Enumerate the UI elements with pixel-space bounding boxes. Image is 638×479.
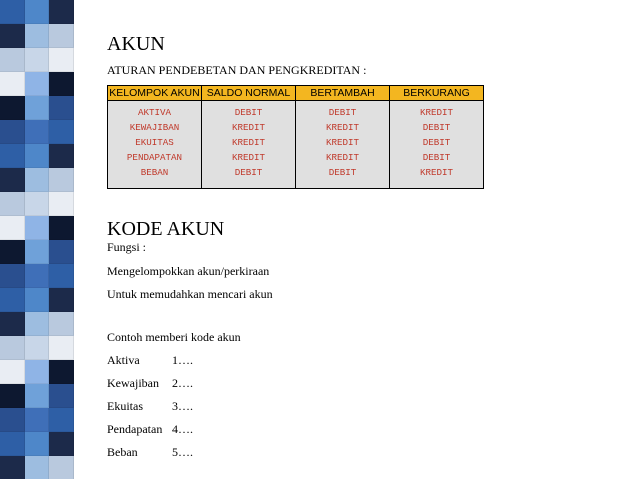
- mosaic-tile: [49, 96, 74, 120]
- code-value: 1….: [172, 353, 193, 367]
- column-saldo-normal: [202, 101, 296, 189]
- header-bertambah: BERTAMBAH: [296, 86, 390, 101]
- code-label: Beban: [107, 445, 138, 459]
- table-cell: EKUITAS: [135, 137, 174, 148]
- mosaic-tile: [25, 168, 50, 192]
- mosaic-tile: [25, 384, 50, 408]
- mosaic-tile: [25, 240, 50, 264]
- fungsi-item: Untuk memudahkan mencari akun: [107, 287, 273, 301]
- mosaic-tile: [49, 408, 74, 432]
- mosaic-tile: [25, 72, 50, 96]
- header-berkurang: BERKURANG: [390, 86, 484, 101]
- table-cell: KREDIT: [325, 137, 360, 148]
- mosaic-tile: [25, 432, 50, 456]
- code-label: Aktiva: [107, 353, 140, 367]
- code-value: 2….: [172, 376, 193, 390]
- mosaic-tile: [49, 288, 74, 312]
- mosaic-tile: [25, 312, 50, 336]
- mosaic-tile: [0, 24, 25, 48]
- mosaic-tile: [25, 336, 50, 360]
- code-row-beban: [107, 445, 193, 460]
- table-cell: AKTIVA: [137, 107, 172, 118]
- table-cell: DEBIT: [328, 167, 357, 178]
- table-cell: KREDIT: [325, 122, 360, 133]
- code-row-aktiva: [107, 353, 193, 368]
- code-value: 3….: [172, 399, 193, 413]
- mosaic-tile: [0, 192, 25, 216]
- mosaic-tile: [49, 336, 74, 360]
- mosaic-tile: [49, 384, 74, 408]
- code-row-kewajiban: [107, 376, 193, 391]
- table-cell: DEBIT: [328, 107, 357, 118]
- code-value: 4….: [172, 422, 193, 436]
- mosaic-tile: [0, 72, 25, 96]
- table-cell: DEBIT: [234, 107, 263, 118]
- table-body-row: [108, 101, 484, 189]
- mosaic-tile: [49, 264, 74, 288]
- mosaic-tile: [49, 0, 74, 24]
- mosaic-tile: [49, 144, 74, 168]
- table-cell: DEBIT: [234, 167, 263, 178]
- mosaic-tile: [0, 384, 25, 408]
- mosaic-tile: [0, 288, 25, 312]
- column-kelompok-akun: [108, 101, 202, 189]
- mosaic-tile: [0, 120, 25, 144]
- mosaic-tile: [0, 216, 25, 240]
- table-cell: KREDIT: [231, 152, 266, 163]
- fungsi-item: Mengelompokkan akun/perkiraan: [107, 264, 270, 278]
- code-value: 5….: [172, 445, 193, 459]
- rules-subtitle: ATURAN PENDEBETAN DAN PENGKREDITAN :: [107, 63, 367, 77]
- mosaic-tile: [0, 312, 25, 336]
- mosaic-tile: [25, 48, 50, 72]
- code-row-ekuitas: [107, 399, 193, 414]
- mosaic-tile: [49, 456, 74, 479]
- mosaic-tile: [0, 144, 25, 168]
- table-cell: BEBAN: [140, 167, 169, 178]
- debit-credit-rules-table: [107, 85, 484, 189]
- header-saldo-normal: SALDO NORMAL: [202, 86, 296, 101]
- kode-akun-title: KODE AKUN: [107, 218, 225, 240]
- mosaic-tile: [0, 168, 25, 192]
- mosaic-tile: [0, 336, 25, 360]
- mosaic-tile: [49, 120, 74, 144]
- mosaic-tile: [0, 0, 25, 24]
- mosaic-tile: [0, 48, 25, 72]
- mosaic-tile: [49, 72, 74, 96]
- table-cell: KREDIT: [231, 122, 266, 133]
- table-cell: DEBIT: [422, 152, 451, 163]
- code-row-pendapatan: [107, 422, 193, 437]
- decorative-mosaic: [0, 0, 74, 479]
- mosaic-tile: [0, 96, 25, 120]
- mosaic-tile: [25, 120, 50, 144]
- mosaic-tile: [25, 0, 50, 24]
- mosaic-tile: [25, 96, 50, 120]
- mosaic-tile: [49, 168, 74, 192]
- column-berkurang: [390, 101, 484, 189]
- table-cell: KREDIT: [231, 137, 266, 148]
- mosaic-tile: [49, 312, 74, 336]
- mosaic-tile: [0, 240, 25, 264]
- table-cell: DEBIT: [422, 137, 451, 148]
- mosaic-tile: [0, 360, 25, 384]
- code-label: Ekuitas: [107, 399, 143, 413]
- table-cell: KEWAJIBAN: [129, 122, 180, 133]
- mosaic-tile: [25, 264, 50, 288]
- page-title: AKUN: [107, 33, 165, 55]
- mosaic-tile: [25, 24, 50, 48]
- header-kelompok-akun: KELOMPOK AKUN: [109, 87, 200, 99]
- mosaic-tile: [0, 264, 25, 288]
- fungsi-label: Fungsi :: [107, 240, 147, 254]
- mosaic-tile: [25, 192, 50, 216]
- mosaic-tile: [49, 216, 74, 240]
- mosaic-tile: [0, 456, 25, 479]
- table-cell: KREDIT: [419, 107, 454, 118]
- table-cell: DEBIT: [422, 122, 451, 133]
- mosaic-tile: [49, 360, 74, 384]
- mosaic-tile: [49, 24, 74, 48]
- mosaic-tile: [0, 432, 25, 456]
- mosaic-tile: [0, 408, 25, 432]
- table-header-row: [108, 86, 484, 101]
- mosaic-tile: [49, 432, 74, 456]
- mosaic-tile: [25, 216, 50, 240]
- contoh-label: Contoh memberi kode akun: [107, 330, 241, 344]
- column-bertambah: [296, 101, 390, 189]
- table-cell: KREDIT: [419, 167, 454, 178]
- mosaic-tile: [49, 192, 74, 216]
- mosaic-tile: [25, 408, 50, 432]
- code-label: Pendapatan: [107, 422, 163, 436]
- mosaic-tile: [25, 144, 50, 168]
- mosaic-tile: [49, 240, 74, 264]
- code-label: Kewajiban: [107, 376, 159, 390]
- mosaic-tile: [25, 456, 50, 479]
- mosaic-tile: [25, 288, 50, 312]
- mosaic-tile: [49, 48, 74, 72]
- table-cell: KREDIT: [325, 152, 360, 163]
- mosaic-tile: [25, 360, 50, 384]
- table-cell: PENDAPATAN: [126, 152, 183, 163]
